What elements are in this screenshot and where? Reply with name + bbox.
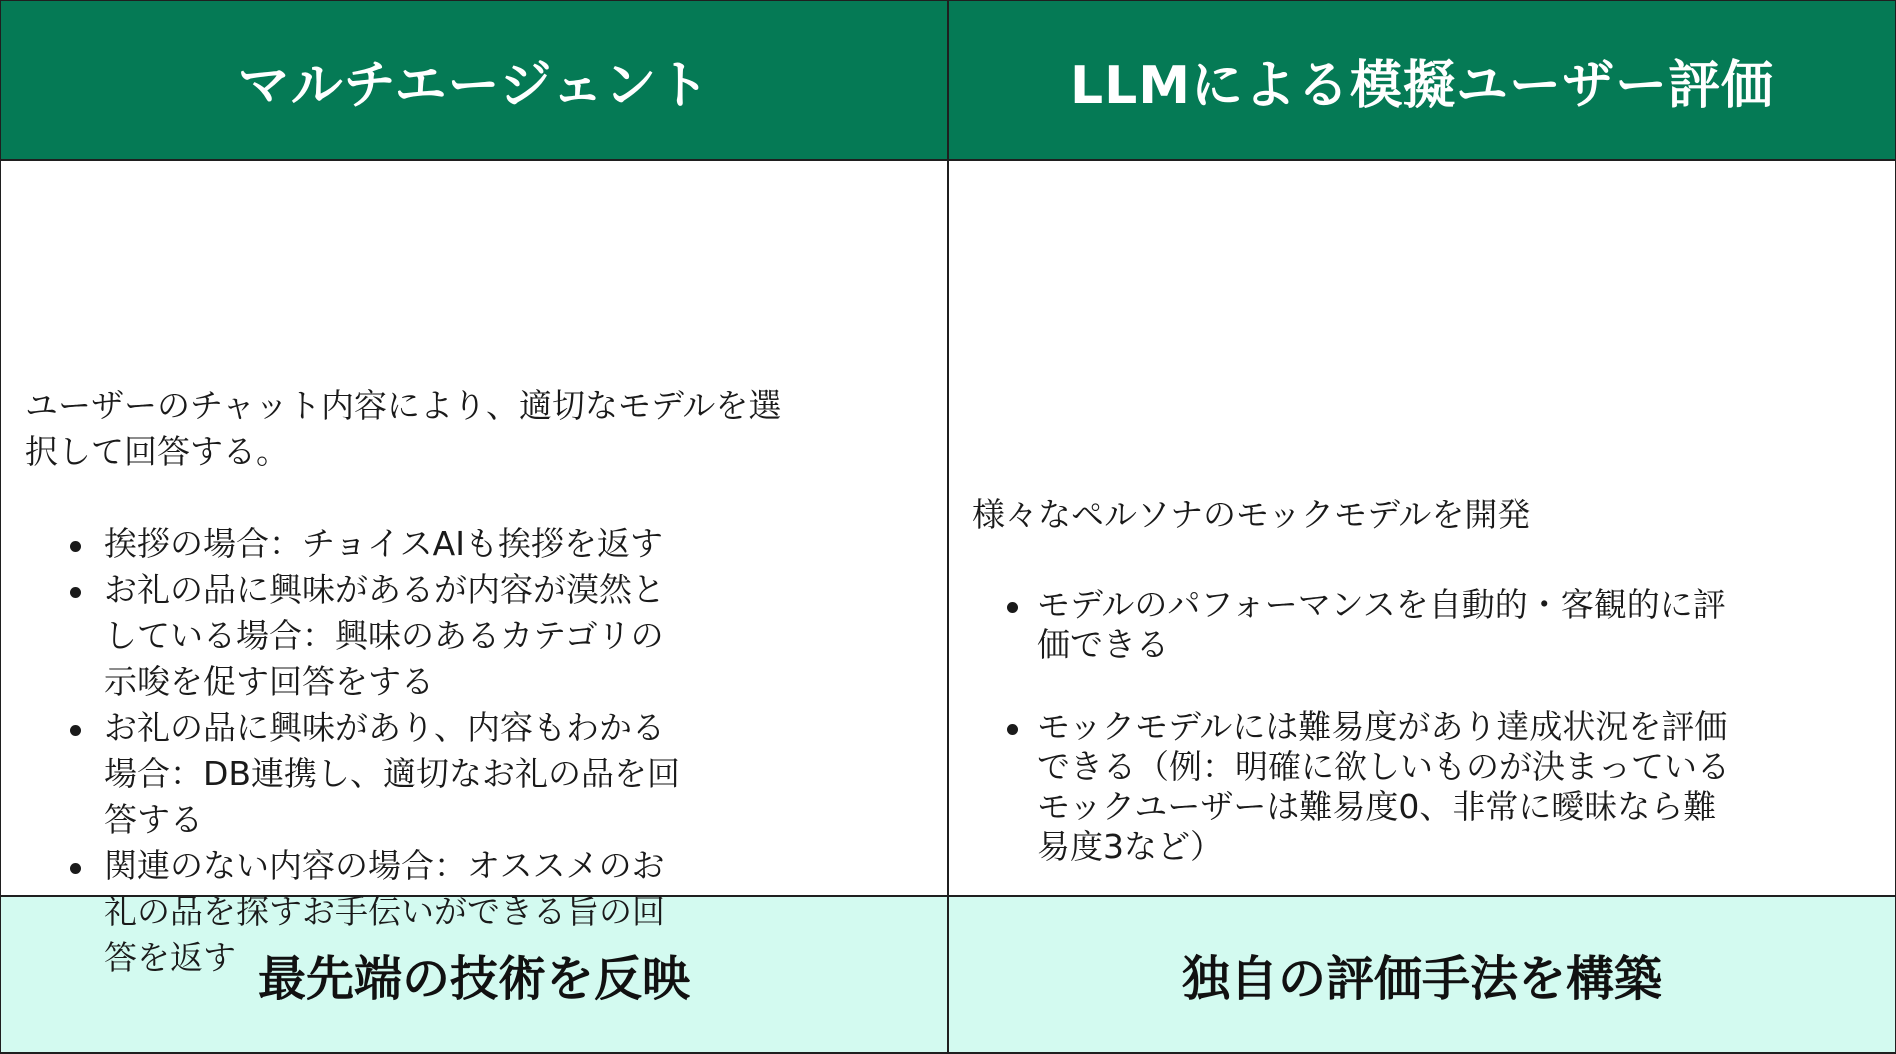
header-title: LLMによる模擬ユーザー評価 <box>1069 55 1775 116</box>
footer-llm-evaluation <box>947 895 1896 1054</box>
intro-text: ユーザーのチャット内容により、適切なモデルを選択して回答する。 <box>25 386 782 471</box>
intro-text: 様々なペルソナのモックモデルを開発 <box>972 495 1531 534</box>
body-multi-agent <box>0 159 949 977</box>
footer-caption: 最先端の技術を反映 <box>257 951 690 1007</box>
header-llm-evaluation <box>947 0 1896 161</box>
list-item: モックモデルには難易度があり達成状況を評価できる（例：明確に欲しいものが決まっているモックユーザーは難易度0、非常に曖昧なら難易度3など） <box>1037 707 1737 867</box>
bullet-list <box>25 521 688 981</box>
list-item: モデルのパフォーマンスを自動的・客観的に評価できる <box>1037 585 1737 665</box>
header-multi-agent <box>0 0 949 161</box>
list-item: お礼の品に興味があるが内容が漠然としている場合：興味のあるカテゴリの示唆を促す回答をする <box>78 567 688 705</box>
list-item: お礼の品に興味があり、内容もわかる場合：DB連携し、適切なお礼の品を回答する <box>78 705 688 843</box>
body-llm-evaluation <box>947 159 1896 897</box>
list-item: 挨拶の場合：チョイスAIも挨拶を返す <box>78 521 688 567</box>
list-item: 関連のない内容の場合：オススメのお礼の品を探すお手伝いができる旨の回答を返す <box>78 843 688 981</box>
footer-caption: 独自の評価手法を構築 <box>1181 951 1662 1007</box>
bullet-list <box>972 585 1737 867</box>
header-title: マルチエージェント <box>237 55 711 116</box>
